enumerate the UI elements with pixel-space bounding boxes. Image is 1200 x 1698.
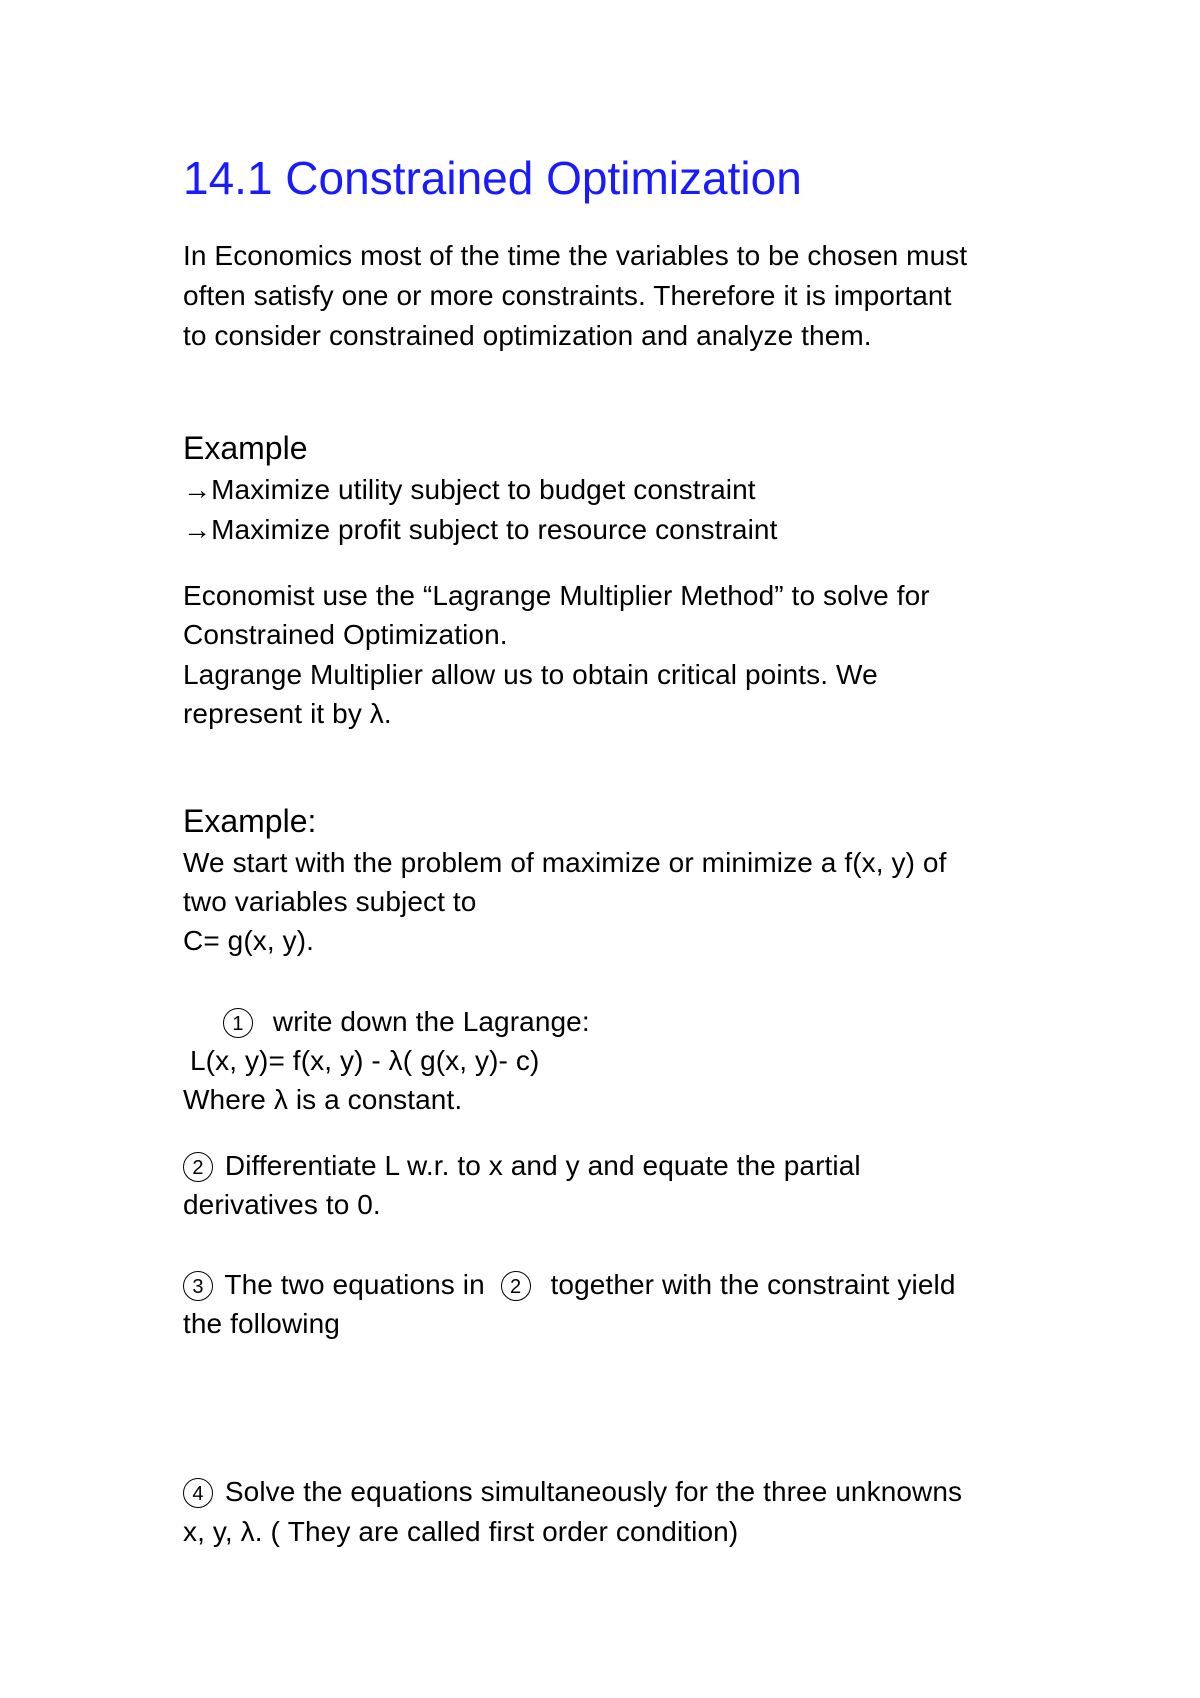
step-2-cont: derivatives to 0. — [183, 1189, 381, 1220]
page-title: 14.1 Constrained Optimization — [183, 152, 802, 204]
example-item-1: →Maximize utility subject to budget constraint — [183, 474, 756, 505]
step-3-text-a: The two equations in — [224, 1269, 485, 1300]
step-4-cont: x, y, λ. ( They are called first order condition) — [183, 1516, 739, 1547]
example-heading-2: Example: — [183, 803, 317, 839]
step-marker-3: 3 — [183, 1271, 213, 1301]
intro-line-3: to consider constrained optimization and analyze them. — [183, 320, 872, 351]
method-line-3: Lagrange Multiplier allow us to obtain critical points. We — [183, 659, 878, 690]
step-1-text: write down the Lagrange: — [272, 1006, 590, 1037]
step-marker-4: 4 — [183, 1478, 213, 1508]
method-line-4: represent it by λ. — [183, 698, 392, 729]
example2-line-3: C= g(x, y). — [183, 925, 315, 956]
example2-line-2: two variables subject to — [183, 886, 477, 917]
example-heading-1: Example — [183, 430, 308, 466]
step-3 — [183, 1267, 956, 1303]
step-3-text-b: together with the constraint yield — [550, 1269, 956, 1300]
step-2 — [183, 1148, 861, 1184]
step-1 — [223, 1004, 590, 1040]
example2-line-1: We start with the problem of maximize or minimize a f(x, y) of — [183, 847, 947, 878]
intro-line-2: often satisfy one or more constraints. Therefore it is important — [183, 280, 952, 311]
lagrange-formula: L(x, y)= f(x, y) - λ( g(x, y)- c) — [190, 1045, 540, 1076]
step-2-text: Differentiate L w.r. to x and y and equate the partial — [224, 1150, 861, 1181]
step-3-cont: the following — [183, 1308, 340, 1339]
step-marker-2: 2 — [183, 1152, 213, 1182]
step-ref-marker-2: 2 — [501, 1271, 531, 1301]
example-item-2: →Maximize profit subject to resource constraint — [183, 514, 778, 545]
method-line-1: Economist use the “Lagrange Multiplier Method” to solve for — [183, 580, 930, 611]
method-line-2: Constrained Optimization. — [183, 619, 508, 650]
step-4 — [183, 1474, 962, 1510]
lambda-note: Where λ is a constant. — [183, 1084, 463, 1115]
intro-line-1: In Economics most of the time the variables to be chosen must — [183, 240, 968, 271]
step-marker-1: 1 — [223, 1008, 253, 1038]
step-4-text: Solve the equations simultaneously for the three unknowns — [224, 1476, 963, 1507]
